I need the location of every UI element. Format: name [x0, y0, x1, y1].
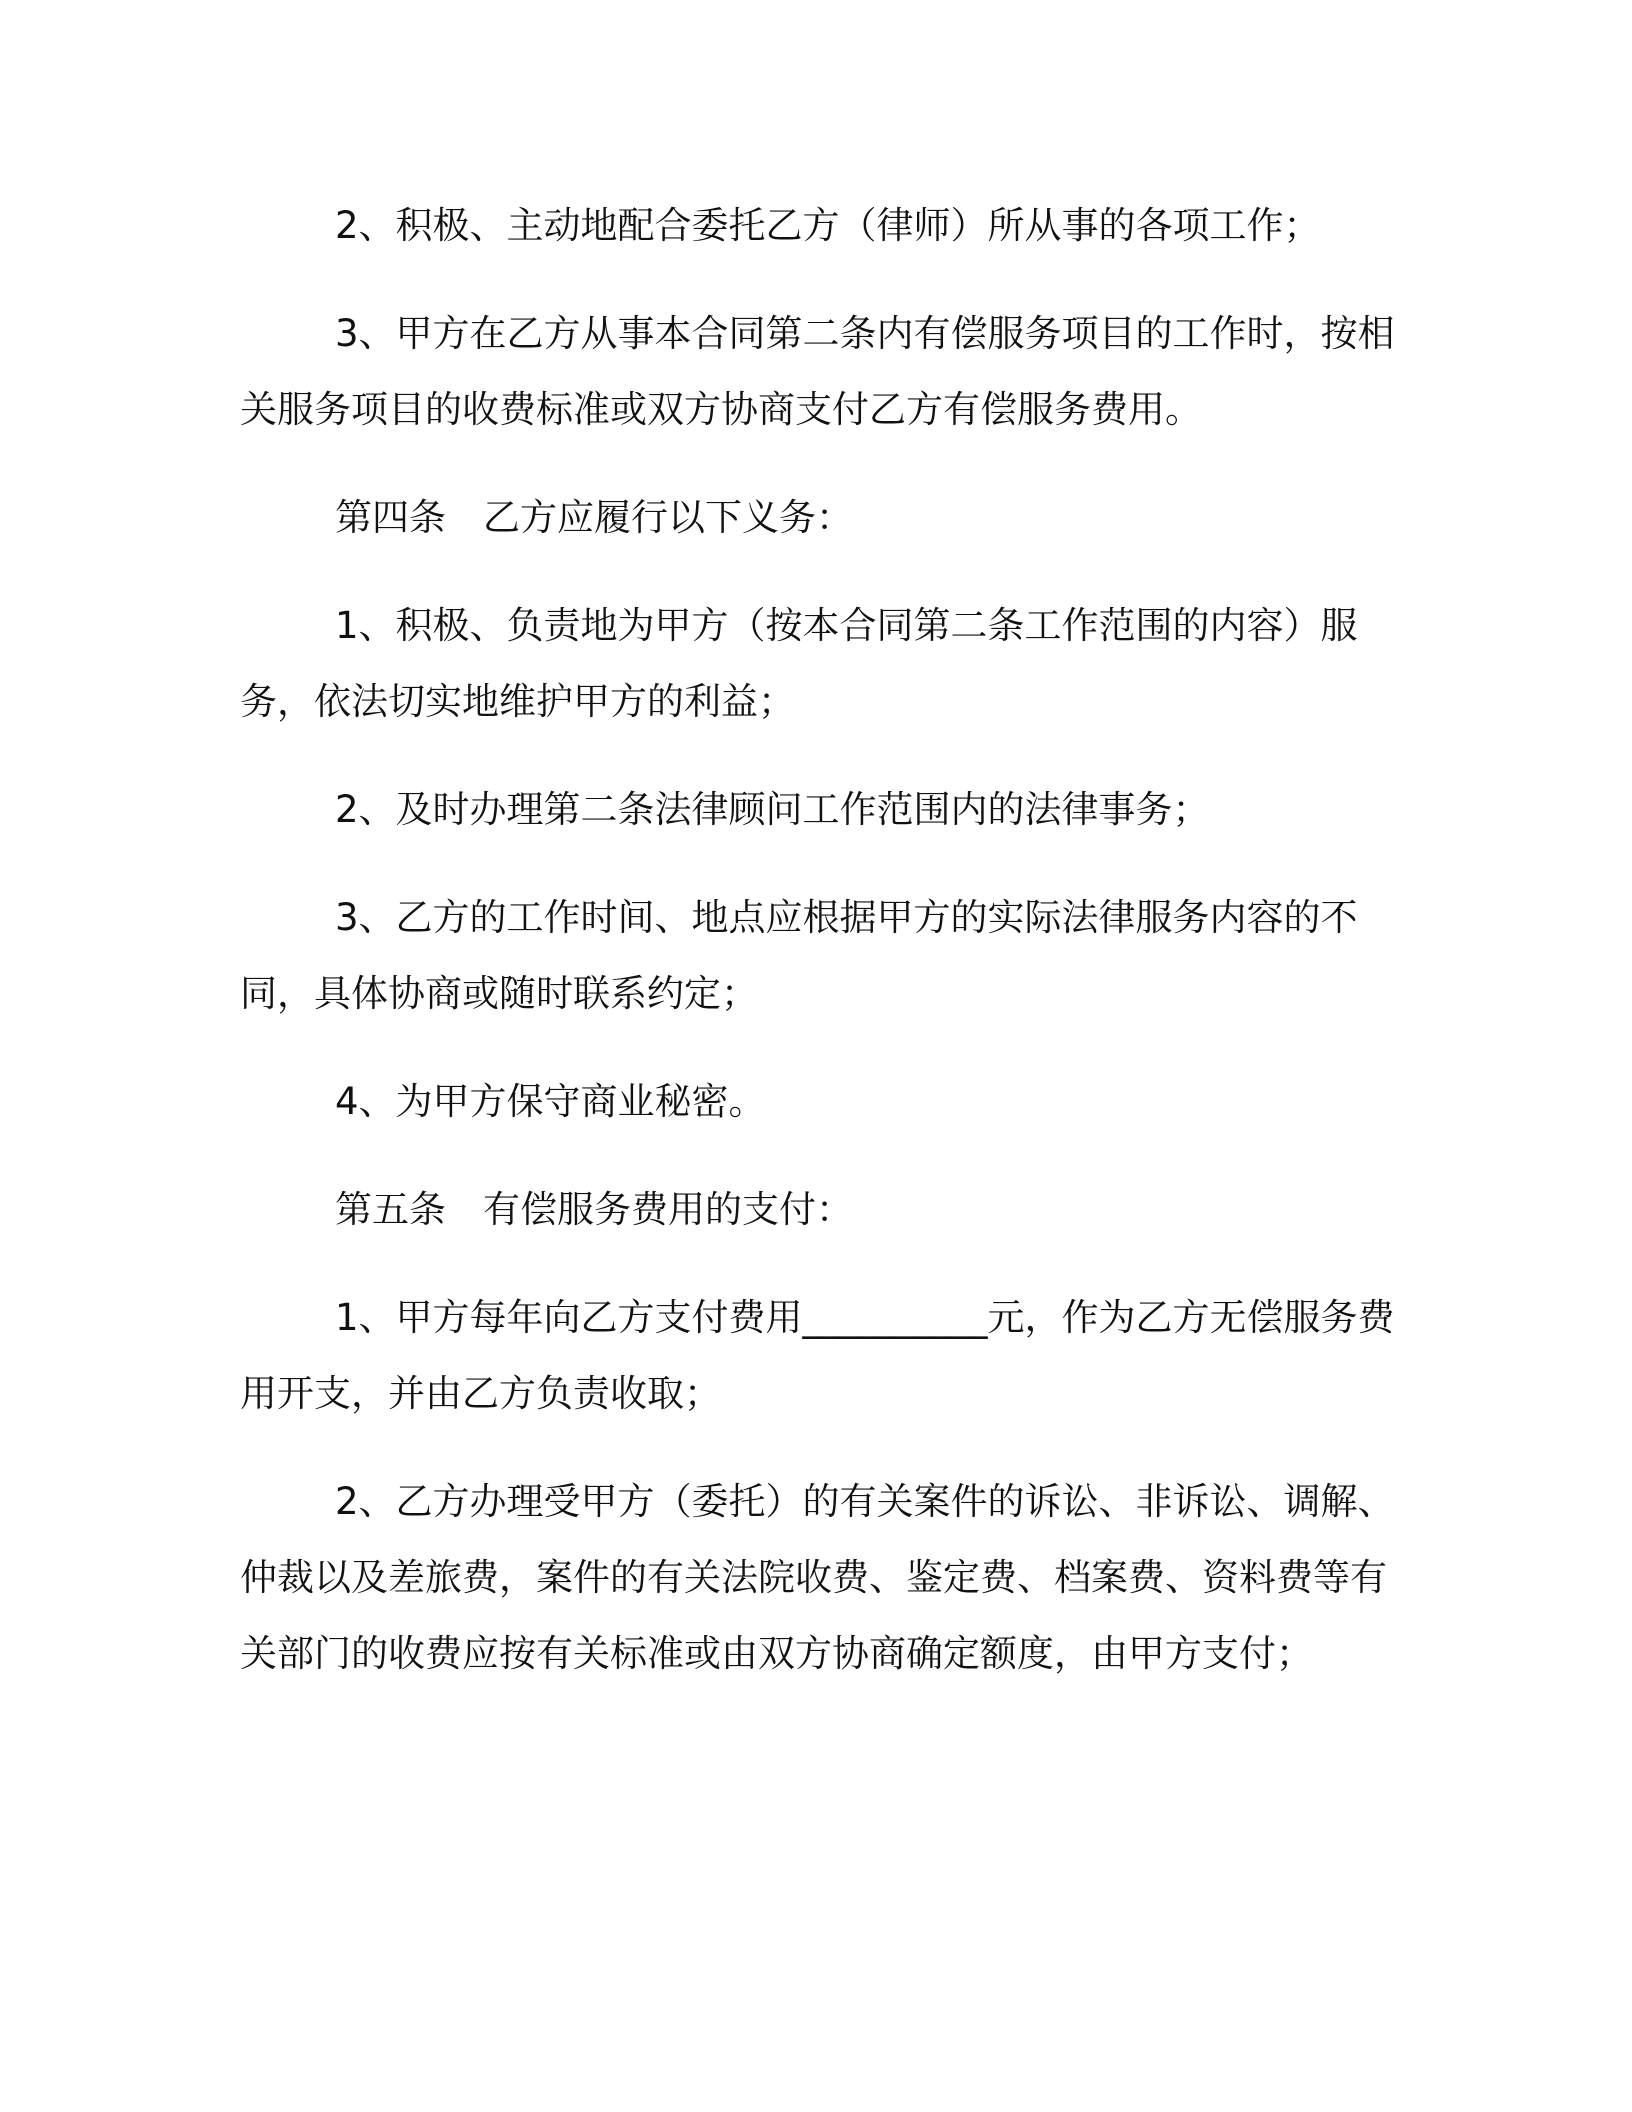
article-four-heading: 第四条 乙方应履行以下义务： [335, 496, 853, 539]
paragraph-cooperate: 2、积极、主动地配合委托乙方（律师）所从事的各项工作； [335, 204, 1321, 247]
paragraph-work-time-location: 3、乙方的工作时间、地点应根据甲方的实际法律服务内容的不同，具体协商或随时联系约定； [240, 896, 1358, 1015]
paragraph-case-expenses: 2、乙方办理受甲方（委托）的有关案件的诉讼、非诉讼、调解、仲裁以及差旅费，案件的有关法院收费、鉴定费、档案费、资料费等有关部门的收费应按有关标准或由双方协商确定额度，由甲方支付； [240, 1480, 1395, 1675]
paragraph-paid-service-fee: 3、甲方在乙方从事本合同第二条内有偿服务项目的工作时，按相关服务项目的收费标准或双方协商支付乙方有偿服务费用。 [240, 312, 1395, 431]
paragraph-trade-secrets: 4、为甲方保守商业秘密。 [335, 1080, 766, 1123]
paragraph-timely-handling: 2、及时办理第二条法律顾问工作范围内的法律事务； [335, 788, 1210, 831]
paragraph-responsible-service: 1、积极、负责地为甲方（按本合同第二条工作范围的内容）服务，依法切实地维护甲方的利益； [240, 604, 1358, 723]
article-five-heading: 第五条 有偿服务费用的支付： [335, 1188, 853, 1231]
paragraph-annual-fee: 1、甲方每年向乙方支付费用__________元，作为乙方无偿服务费用开支，并由乙方负责收取； [240, 1296, 1395, 1415]
document-page [240, 188, 1400, 1692]
